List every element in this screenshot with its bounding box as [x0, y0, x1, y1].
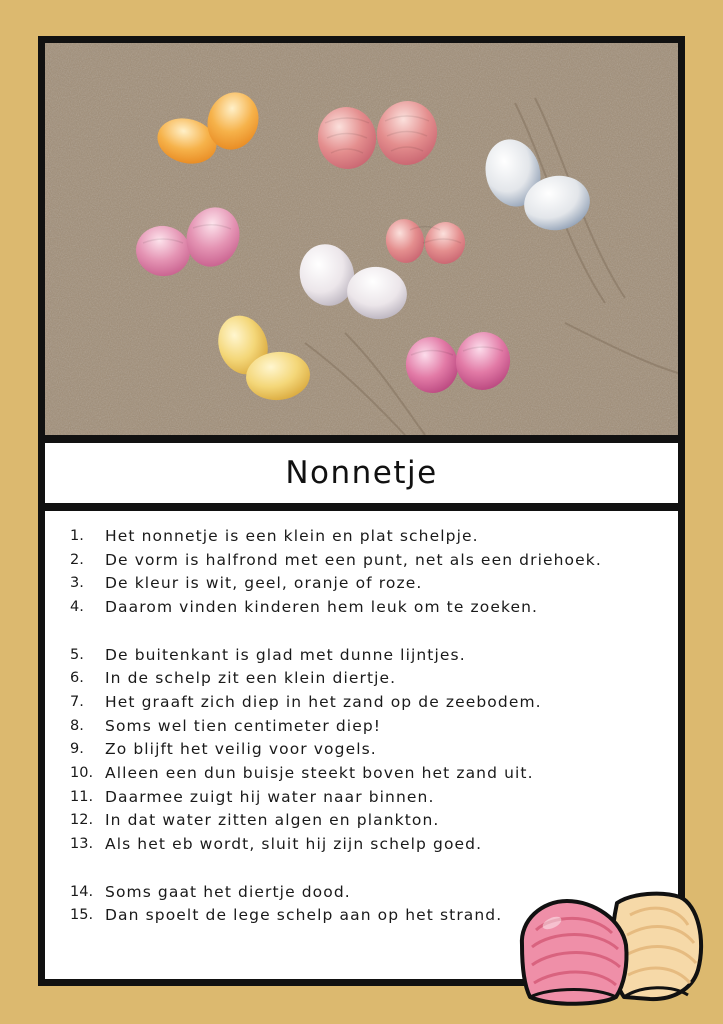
list-item: [70, 548, 660, 572]
title-box: [45, 443, 678, 503]
item-number: 5.: [70, 646, 84, 663]
item-text: Dan spoelt de lege schelp aan op het strand.: [105, 906, 503, 925]
list-item: [70, 690, 660, 714]
item-text: In dat water zitten algen en plankton.: [105, 811, 440, 830]
item-text: Daarom vinden kinderen hem leuk om te zoeken.: [105, 597, 539, 616]
item-number: 3.: [70, 575, 84, 592]
item-number: 7.: [70, 693, 84, 710]
item-text: De kleur is wit, geel, oranje of roze.: [105, 574, 423, 593]
item-number: 8.: [70, 717, 84, 734]
item-number: 12.: [70, 812, 94, 829]
shells-photo: [45, 43, 678, 435]
item-text: Als het eb wordt, sluit hij zijn schelp goed.: [105, 835, 483, 854]
item-text: In de schelp zit een klein diertje.: [105, 669, 397, 688]
item-text: Soms gaat het diertje dood.: [105, 882, 351, 901]
item-number: 6.: [70, 670, 84, 687]
list-item: [70, 785, 660, 809]
list-item: [70, 714, 660, 738]
item-number: 15.: [70, 907, 94, 924]
pink-shell-icon: [522, 901, 627, 1004]
list-item: [70, 738, 660, 762]
item-number: 14.: [70, 883, 94, 900]
shells-illustration: [512, 885, 712, 1015]
list-item: [70, 643, 660, 667]
list-item: [70, 666, 660, 690]
item-text: De vorm is halfrond met een punt, net als een driehoek.: [105, 550, 602, 569]
item-text: Soms wel tien centimeter diep!: [105, 716, 382, 735]
page-title: Nonnetje: [285, 455, 438, 491]
item-number: 2.: [70, 551, 84, 568]
item-text: Het graaft zich diep in het zand op de zeebodem.: [105, 692, 542, 711]
item-text: Het nonnetje is een klein en plat schelpje.: [105, 526, 479, 545]
list-item: [70, 524, 660, 548]
item-number: 9.: [70, 741, 84, 758]
fact-list: [70, 524, 660, 927]
list-item: [70, 761, 660, 785]
list-item: [70, 832, 660, 856]
item-text: De buitenkant is glad met dunne lijntjes.: [105, 645, 466, 664]
item-number: 4.: [70, 598, 84, 615]
item-number: 11.: [70, 788, 94, 805]
item-number: 10.: [70, 765, 94, 782]
list-item: [70, 809, 660, 833]
item-text: Zo blijft het veilig voor vogels.: [105, 740, 377, 759]
list-item: [70, 571, 660, 595]
item-text: Daarmee zuigt hij water naar binnen.: [105, 787, 435, 806]
item-text: Alleen een dun buisje steekt boven het zand uit.: [105, 764, 534, 783]
list-item: [70, 595, 660, 619]
item-number: 1.: [70, 527, 84, 544]
item-number: 13.: [70, 836, 94, 853]
